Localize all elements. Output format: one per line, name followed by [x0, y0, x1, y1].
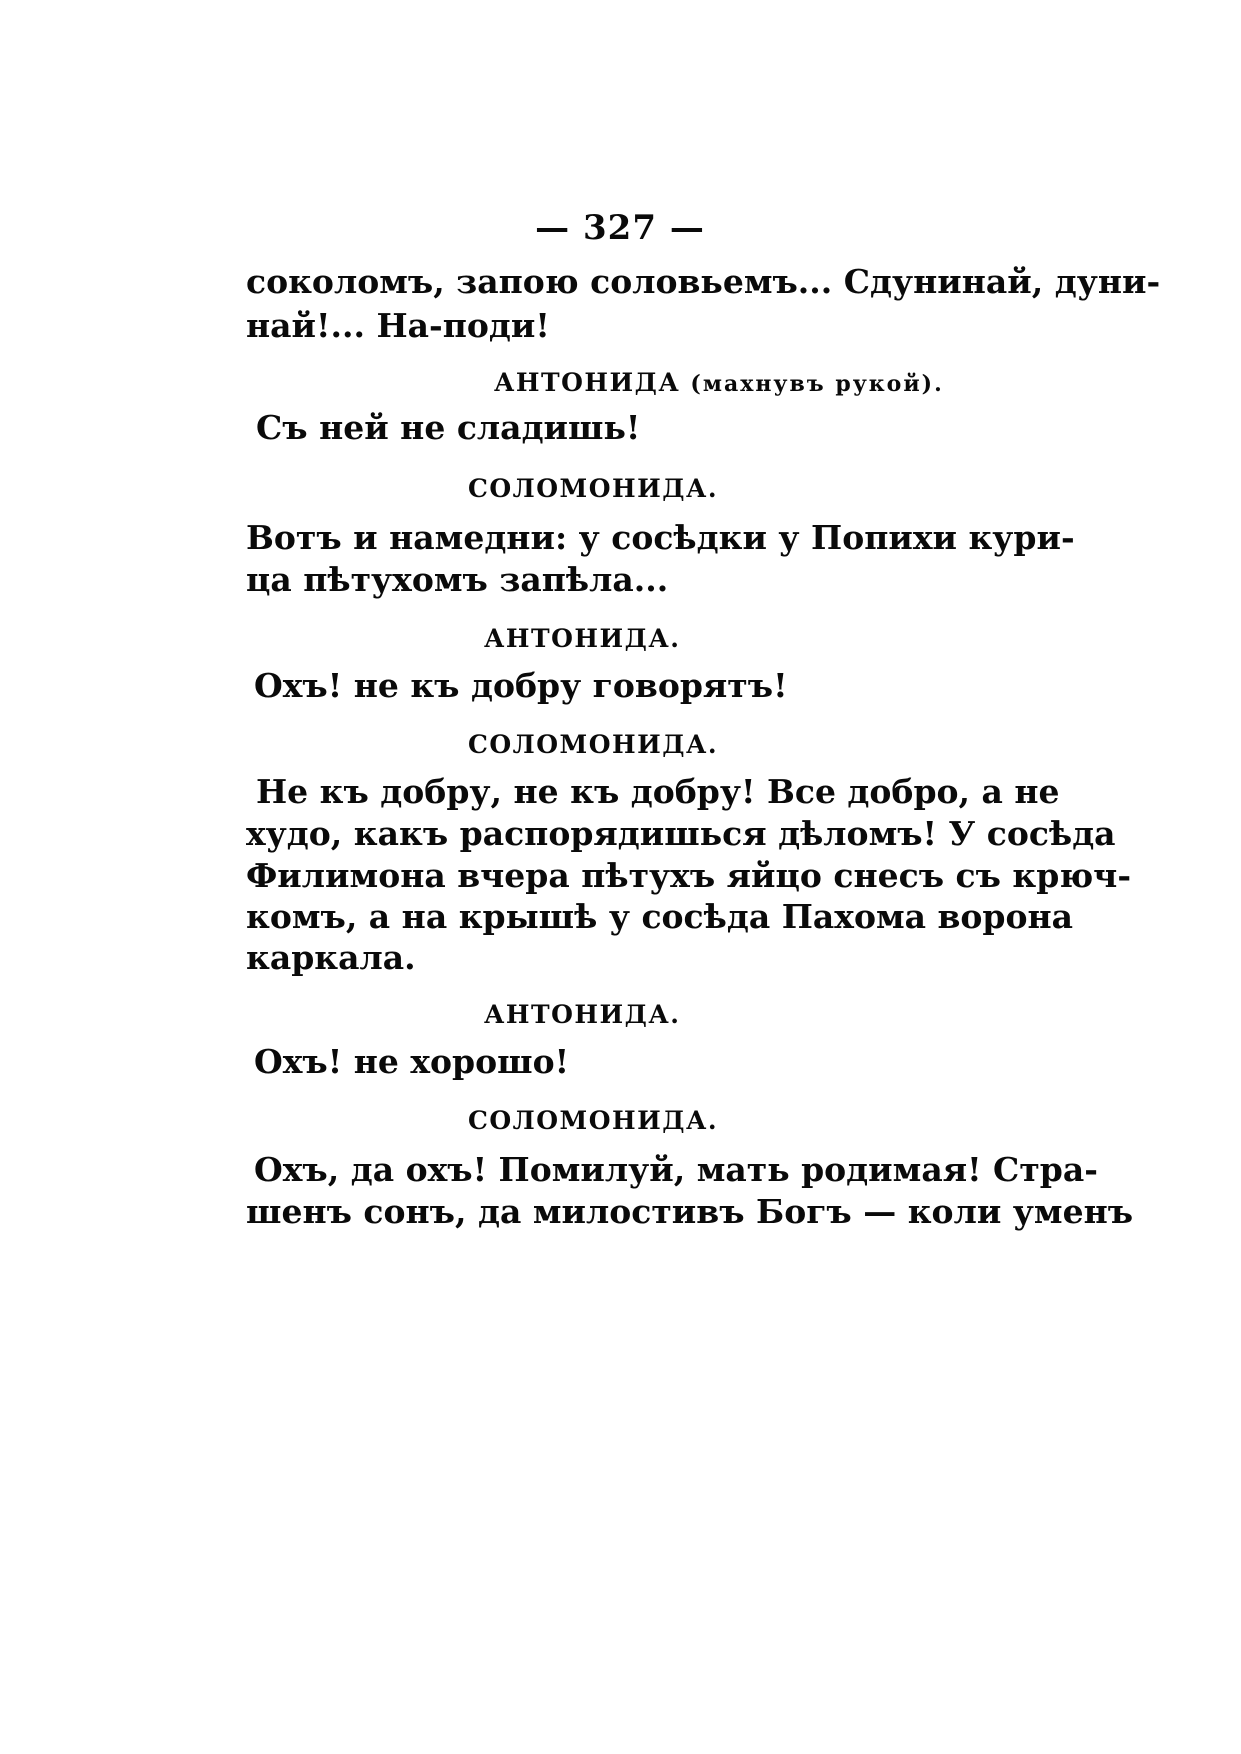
text-line: най!... На-поди! [246, 306, 550, 345]
text-line: Охъ, да охъ! Помилуй, мать родимая! Стра- [254, 1150, 1098, 1189]
text-line: ца пѣтухомъ запѣла... [246, 560, 669, 599]
text-line: шенъ сонъ, да милостивъ Богъ — коли уменъ [246, 1192, 1134, 1231]
text-line: Охъ! не хорошо! [254, 1042, 570, 1081]
speaker-heading: СОЛОМОНИДА. [468, 1106, 719, 1135]
text-line: Вотъ и намедни: у сосѣдки у Попихи кури- [246, 518, 1075, 557]
speaker-heading: АНТОНИДА. [484, 1000, 681, 1029]
speaker-name: АНТОНИДА [494, 368, 681, 397]
text-line: Не къ добру, не къ добру! Все добро, а не [256, 772, 1060, 811]
text-line: комъ, а на крышѣ у сосѣда Пахома ворона [246, 897, 1074, 936]
text-line: худо, какъ распорядишься дѣломъ! У сосѣда [246, 814, 1116, 853]
text-line: каркала. [246, 938, 416, 977]
speaker-heading [494, 368, 944, 397]
text-line: Охъ! не къ добру говорятъ! [254, 666, 788, 705]
text-line: соколомъ, запою соловьемъ... Сдунинай, дуни- [246, 262, 1161, 301]
page-number: — 327 — [535, 208, 705, 248]
text-line: Съ ней не сладишь! [256, 408, 641, 447]
speaker-heading: АНТОНИДА. [484, 624, 681, 653]
speaker-heading: СОЛОМОНИДА. [468, 474, 719, 503]
stage-direction: (махнувъ рукой). [690, 371, 944, 397]
text-line: Филимона вчера пѣтухъ яйцо снесъ съ крюч- [246, 856, 1132, 895]
speaker-heading: СОЛОМОНИДА. [468, 730, 719, 759]
